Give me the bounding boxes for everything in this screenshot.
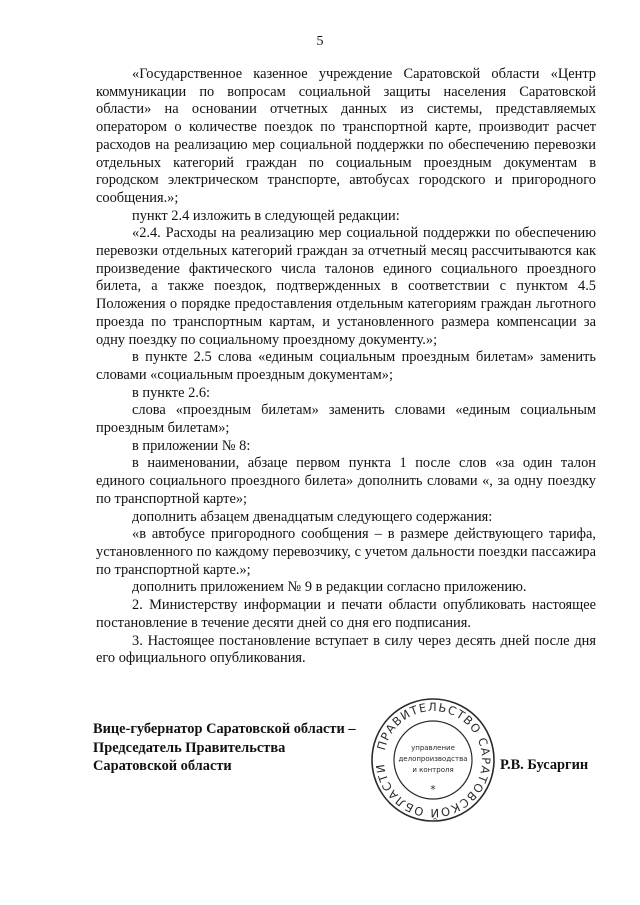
stamp-star-icon: * [430,783,436,796]
signer-position-line2: Председатель Правительства [93,739,286,756]
paragraph-appendix-8-intro: в приложении № 8: [132,437,251,454]
paragraph-add-twelfth: дополнить абзацем двенадцатым следующего содержания: [132,508,493,525]
official-stamp [368,695,498,825]
paragraph-appendix-8-title: в наименовании, абзаце первом пункта 1 после слов «за один талон единого социального проездного билета» дополнить словами «, за одну поездку по транспортной карте»; [96,455,596,507]
stamp-center-line3: и контроля [412,766,454,774]
document-body [96,66,596,668]
paragraph-clause-2-4-intro: пункт 2.4 изложить в следующей редакции: [132,207,400,224]
signature-block [93,699,603,830]
stamp-ring-text: ПРАВИТЕЛЬСТВО САРАТОВСКОЙ ОБЛАСТИ [372,699,494,821]
paragraph-clause-2-5: в пункте 2.5 слова «единым социальным проездным билетам» заменить словами «социальным проездным документам»; [96,349,596,383]
paragraph-item-3: 3. Настоящее постановление вступает в силу через десять дней после дня его официального опубликования. [96,632,596,667]
signer-position [93,720,356,776]
paragraph-suburban-bus: «в автобусе пригородного сообщения – в размере действующего тарифа, установленного по каждому перевозчику, с учетом дальности поездки пассажира по транспортной карте.»; [96,526,596,578]
paragraph-clause-2-6-intro: в пункте 2.6: [132,384,211,401]
page-number: 5 [316,34,324,49]
paragraph-center-report: «Государственное казенное учреждение Саратовской области «Центр коммуникации по вопросам социальной защиты населения Саратовской области» на основании отчетных данных из системы, представляемых оператором о количестве поездок по транспортной карте, производит расчет расходов на реализацию мер социальной поддержки по обеспечению перевозки отдельных категорий граждан по социальным проездным документам в городском электрическом транспорте, автобусах городского и пригородного сообщения.»; [96,66,596,206]
signer-name: Р.В. Бусаргин [500,757,589,773]
paragraph-add-appendix-9: дополнить приложением № 9 в редакции согласно приложению. [132,579,527,596]
paragraph-item-2: 2. Министерству информации и печати области опубликовать настоящее постановление в течение десяти дней со дня его подписания. [96,597,596,631]
stamp-center-line2: делопроизводства [398,755,468,763]
paragraph-clause-2-6: слова «проездным билетам» заменить словами «единым социальным проездным билетам»; [96,402,596,437]
paragraph-clause-2-4: «2.4. Расходы на реализацию мер социальной поддержки по обеспечению перевозки отдельных категорий граждан за отчетный месяц рассчитываются как произведение фактического числа талонов единого социального проездного билета, а также поездок, подтвержденных в соответствии с пунктом 4.5 Положения о порядке предоставления отдельным категориям граждан льготного проезда по транспортным картам, и установленного размера компенсации за одну поездку по социальному проездному документу.»; [96,225,596,348]
stamp-center-line1: управление [411,744,455,752]
signer-position-line3: Саратовской области [93,758,232,774]
signer-position-line1: Вице-губернатор Саратовской области – [93,721,356,737]
